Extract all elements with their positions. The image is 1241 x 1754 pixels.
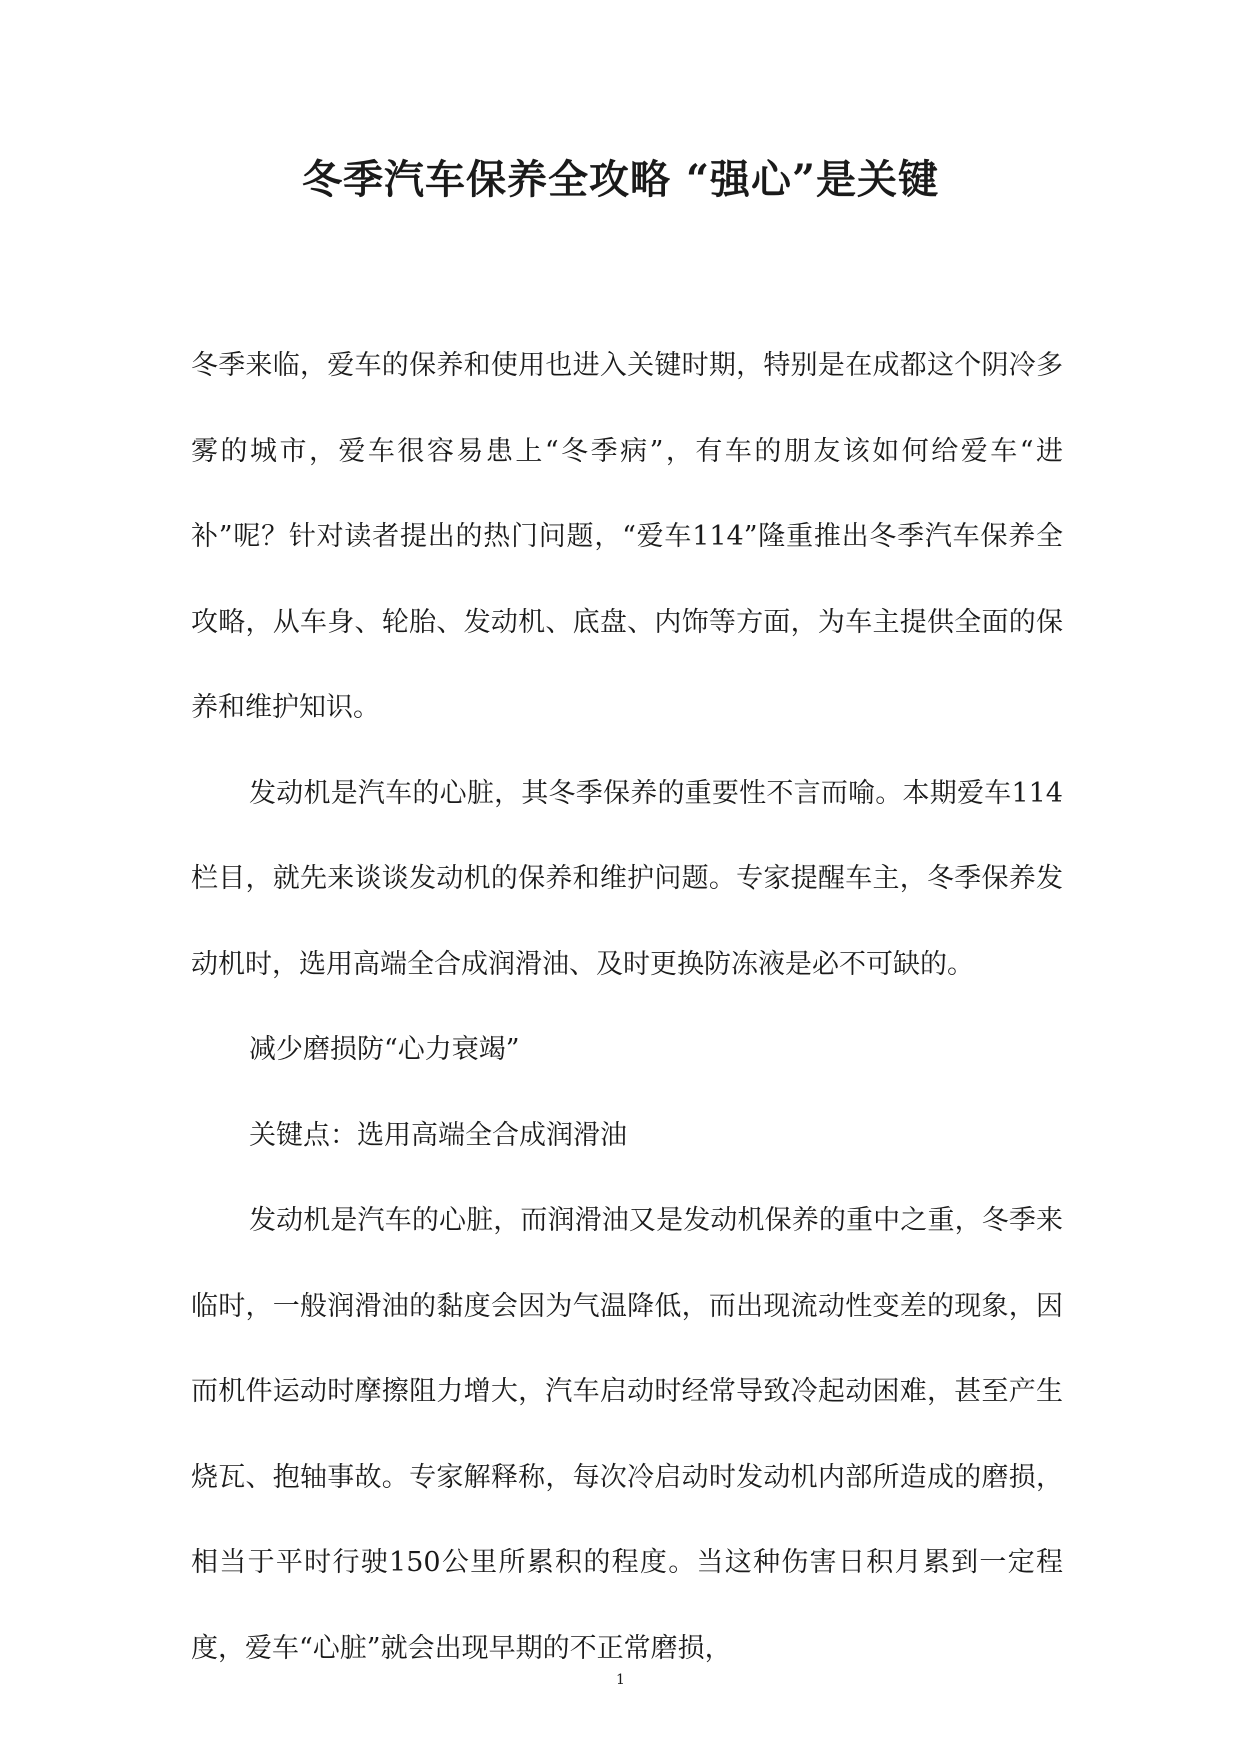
key-point: 关键点：选用高端全合成润滑油 bbox=[249, 1119, 627, 1151]
document-title: 冬季汽车保养全攻略 “强心”是关键 bbox=[302, 156, 939, 203]
paragraph-engine-importance: 发动机是汽车的心脏，其冬季保养的重要性不言而喻。本期爱车114栏目，就先来谈谈发动机的保养和维护问题。专家提醒车主，冬季保养发动机时，选用高端全合成润滑油、及时更换防冻液是必不可缺的。 bbox=[191, 777, 1063, 980]
document-body bbox=[191, 323, 1063, 1691]
section-heading: 减少磨损防“心力衰竭” bbox=[249, 1034, 520, 1065]
paragraph-lubricant: 发动机是汽车的心脏，而润滑油又是发动机保养的重中之重，冬季来临时，一般润滑油的黏度会因为气温降低，而出现流动性变差的现象，因而机件运动时摩擦阻力增大，汽车启动时经常导致冷起动困难，甚至产生烧瓦、抱轴事故。专家解释称，每次冷启动时发动机内部所造成的磨损，相当于平时行驶150公里所累积的程度。当这种伤害日积月累到一定程度，爱车“心脏”就会出现早期的不正常磨损， bbox=[191, 1205, 1063, 1664]
page-number: 1 bbox=[616, 1672, 625, 1688]
paragraph-intro: 冬季来临，爱车的保养和使用也进入关键时期，特别是在成都这个阴冷多雾的城市，爱车很容易患上“冬季病”，有车的朋友该如何给爱车“进补”呢？针对读者提出的热门问题，“爱车114”隆重推出冬季汽车保养全攻略，从车身、轮胎、发动机、底盘、内饰等方面，为车主提供全面的保养和维护知识。 bbox=[191, 350, 1063, 723]
